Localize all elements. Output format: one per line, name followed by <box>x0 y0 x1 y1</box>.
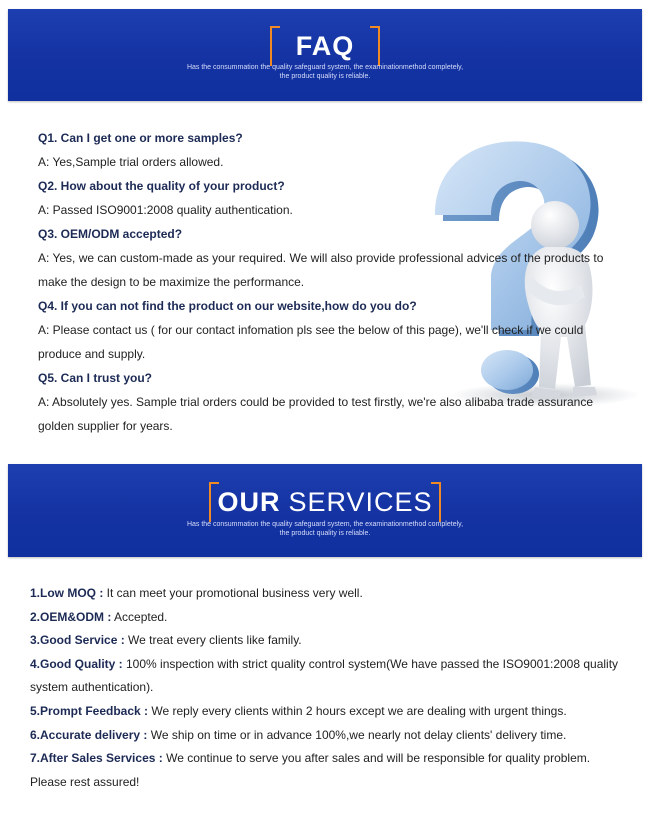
faq-answer-cont: produce and supply. <box>38 347 146 361</box>
service-label: 4.Good Quality : <box>30 656 123 671</box>
service-text: We ship on time or in advance 100%,we nearly not delay clients' delivery time. <box>147 727 567 742</box>
services-banner <box>8 464 642 557</box>
service-label: 7.After Sales Services : <box>30 751 163 766</box>
faq-title-frame <box>270 26 380 66</box>
service-item-1 <box>30 582 625 606</box>
faq-item-2 <box>38 174 613 222</box>
service-item-3 <box>30 629 625 653</box>
faq-question: Q5. Can I trust you? <box>38 371 153 385</box>
faq-answer: A: Passed ISO9001:2008 quality authentication. <box>38 203 293 217</box>
service-item-4-cont: system authentication). <box>30 680 154 695</box>
service-label: 1.Low MOQ : <box>30 586 104 600</box>
services-list <box>30 582 625 794</box>
faq-title: FAQ <box>295 30 355 61</box>
service-label: 3.Good Service : <box>30 633 125 648</box>
services-title-frame <box>209 482 441 522</box>
faq-item-5 <box>38 366 613 438</box>
faq-subtitle-line1: Has the consummation the quality safeguard system, the examinationmethod completely, <box>186 64 464 71</box>
service-item-2 <box>30 606 625 630</box>
service-text: We treat every clients like family. <box>124 633 302 648</box>
faq-question: Q3. OEM/ODM accepted? <box>38 227 183 241</box>
faq-item-1 <box>38 126 613 174</box>
faq-item-3 <box>38 222 613 294</box>
service-text: We continue to serve you after sales and will be responsible for quality problem. <box>162 751 591 766</box>
faq-question: Q2. How about the quality of your product? <box>38 179 285 193</box>
faq-question: Q4. If you can not find the product on our website,how do you do? <box>38 299 417 313</box>
service-label: 5.Prompt Feedback : <box>30 703 149 718</box>
service-label: 6.Accurate delivery : <box>30 727 148 742</box>
service-text: Accepted. <box>111 609 168 624</box>
service-text: 100% inspection with strict quality control system(We have passed the ISO9001:2008 quality <box>122 656 619 671</box>
faq-answer-cont: make the design to be maximize the performance. <box>38 275 305 289</box>
faq-question: Q1. Can I get one or more samples? <box>38 131 243 145</box>
services-title <box>217 486 433 517</box>
services-subtitle-line1: Has the consummation the quality safeguard system, the examinationmethod completely, <box>186 521 464 528</box>
faq-answer: A: Yes,Sample trial orders allowed. <box>38 155 224 169</box>
faq-banner <box>8 9 642 101</box>
faq-item-4 <box>38 294 613 366</box>
services-title-light: SERVICES <box>288 486 433 517</box>
service-item-5 <box>30 700 625 724</box>
service-item-7-cont: Please rest assured! <box>30 774 140 789</box>
service-item-7 <box>30 747 625 771</box>
service-item-4 <box>30 653 625 677</box>
faq-subtitle-line2: the product quality is reliable. <box>279 73 371 80</box>
faq-answer: A: Please contact us ( for our contact infomation pls see the below of this page), we'll check if we could <box>38 323 584 337</box>
service-label: 2.OEM&ODM : <box>30 609 112 624</box>
services-title-bold: OUR <box>217 486 281 517</box>
faq-list <box>38 126 613 438</box>
faq-answer-cont: golden supplier for years. <box>38 419 173 433</box>
services-subtitle <box>8 520 642 538</box>
services-subtitle-line2: the product quality is reliable. <box>279 530 371 537</box>
service-text: We reply every clients within 2 hours except we are dealing with urgent things. <box>148 703 567 718</box>
service-item-6 <box>30 724 625 748</box>
faq-subtitle <box>8 63 642 81</box>
service-text: It can meet your promotional business very well. <box>103 586 363 600</box>
faq-answer: A: Absolutely yes. Sample trial orders could be provided to test firstly, we're also alibaba trade assurance <box>38 395 594 409</box>
faq-answer: A: Yes, we can custom-made as your required. We will also provide professional advices of the products to <box>38 251 604 265</box>
